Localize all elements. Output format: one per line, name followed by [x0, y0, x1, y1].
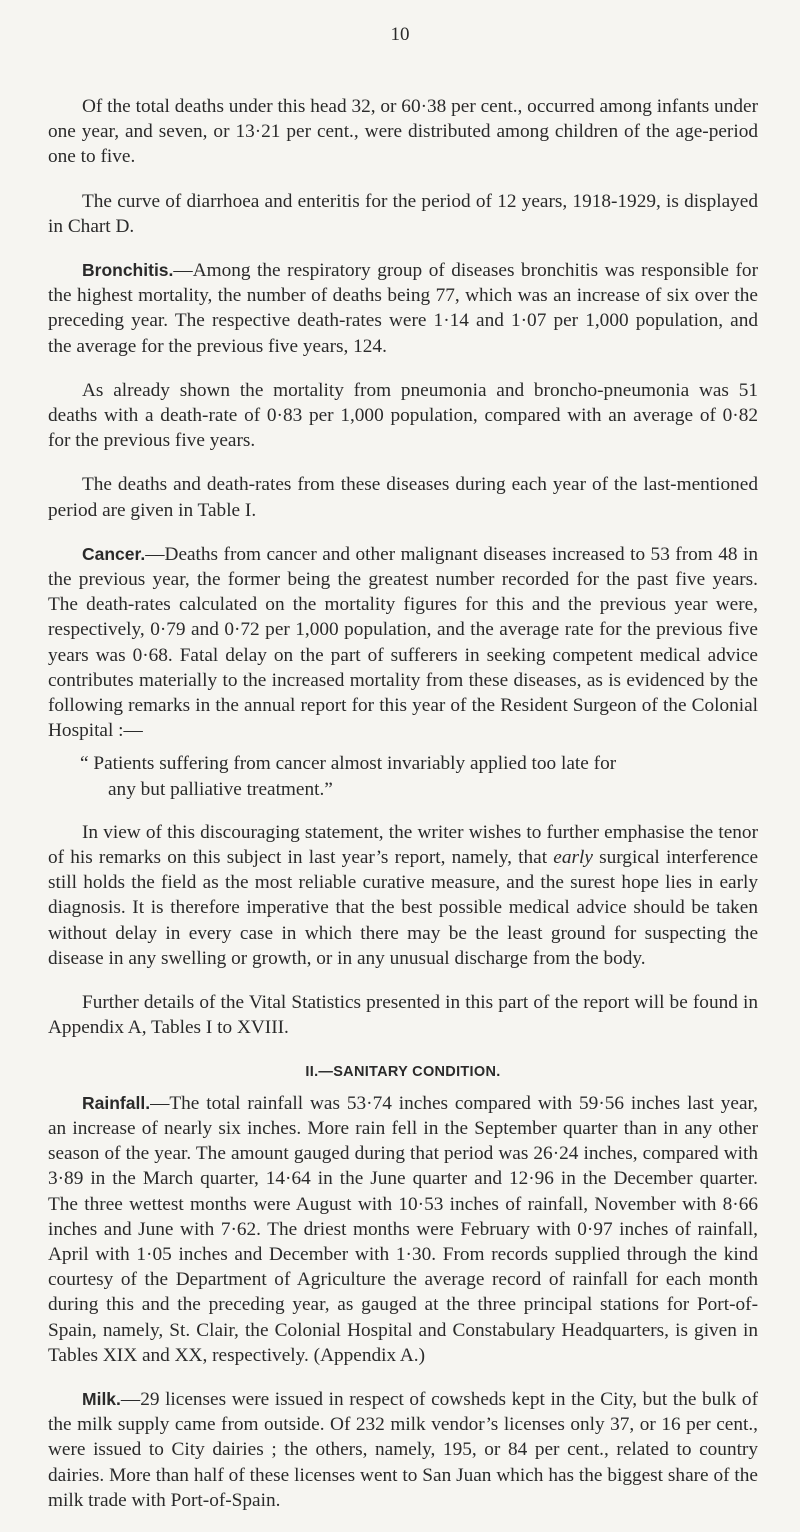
- paragraph-milk: [48, 1387, 758, 1513]
- paragraph-bronchitis: [48, 258, 758, 359]
- quote-line-2: any but palliative treatment.”: [108, 778, 333, 800]
- bronchitis-heading: Bronchitis.: [82, 260, 174, 281]
- cancer-heading: Cancer.: [82, 543, 146, 564]
- quote-line-1: “ Patients suffering from cancer almost invariably applied too late for: [80, 753, 617, 775]
- section-title: II.—SANITARY CONDITION.: [305, 1063, 501, 1080]
- paragraph-pneumonia: As already shown the mortality from pneumonia and broncho-pneumonia was 51 deaths with a death-rate of 0·83 per 1,000 population, compared with an average of 0·82 for the previous five years.: [48, 379, 758, 452]
- document-body: [48, 94, 758, 1532]
- paragraph-diarrhoea-chart: The curve of diarrhoea and enteritis for the period of 12 years, 1918-1929, is displayed in Chart D.: [48, 190, 758, 237]
- paragraph-table-reference: The deaths and death-rates from these diseases during each year of the last-mentioned period are given in Table I.: [48, 474, 758, 521]
- milk-heading: Milk.: [82, 1388, 121, 1409]
- cancer-text: —Deaths from cancer and other malignant diseases increased to 53 from 48 in the previous year, the former being the greatest number recorded for the past five years. The death-rates calculated on the mortality figures for this and the previous year were, respectively, 0·79 and 0·72 per 1,000 population, and the average rate for the previous five years was 0·68. Fatal delay on the part of sufferers in seeking competent medical advice contributes materially to the increased mortality from these diseases, as is evidenced by the following remarks in the annual report for this year of the Resident Surgeon of the Colonial Hospital :—: [48, 543, 758, 742]
- milk-text: —29 licenses were issued in respect of cowsheds kept in the City, but the bulk of the milk supply came from outside. Of 232 milk vendor’s licenses only 37, or 16 per cent., were issued to City dairies ; the others, namely, 195, or 84 per cent., related to country dairies. More than half of these licenses went to San Juan which has the biggest share of the milk trade with Port-of-Spain.: [48, 1388, 758, 1511]
- paragraph-rainfall: [48, 1091, 758, 1368]
- paragraph-appendix-reference: Further details of the Vital Statistics presented in this part of the report will be found in Appendix A, Tables I to XVIII.: [48, 992, 758, 1039]
- paragraph-cancer: [48, 542, 758, 744]
- early-emphasis: early: [553, 847, 593, 869]
- rainfall-heading: Rainfall.: [82, 1092, 151, 1113]
- rainfall-text: —The total rainfall was 53·74 inches compared with 59·56 inches last year, an increase of nearly six inches. More rain fell in the September quarter than in any other season of the year. The amount gauged during that period was 26·24 inches, compared with 3·89 in the March quarter, 14·64 in the June quarter and 12·96 in the December quarter. The three wettest months were August with 10·53 inches of rainfall, November with 8·66 inches and June with 7·62. The driest months were February with 0·97 inches of rainfall, April with 1·05 inches and December with 1·30. From records supplied through the kind courtesy of the Department of Agriculture the average record of rainfall for each month during this and the preceding year, as gauged at the three principal stations for Port-of-Spain, namely, St. Clair, the Colonial Hospital and Constabulary Headquarters, is given in Tables XIX and XX, respectively. (Appendix A.): [48, 1092, 758, 1366]
- bronchitis-text: —Among the respiratory group of diseases bronchitis was responsible for the highest mortality, the number of deaths being 77, which was an increase of six over the preceding year. The respective death-rates were 1·14 and 1·07 per 1,000 population, and the average for the previous five years, 124.: [48, 260, 758, 357]
- surgeon-quote: [48, 751, 758, 801]
- paragraph-early-surgery: [48, 820, 758, 971]
- early-surgery-text-a: In view of this discouraging statement, the writer wishes to further emphasise the tenor of his remarks on this subject in last year’s report, namely, that: [48, 821, 758, 869]
- page-number: 10: [390, 24, 410, 45]
- early-surgery-text-b: surgical interference still holds the field as the most reliable curative measure, and the surest hope lies in early diagnosis. It is therefore imperative that the best possible medical advice should be taken without delay in every case in which there may be the least ground for suspecting the disease in any swelling or growth, or in any unusual discharge from the body.: [48, 847, 759, 969]
- paragraph-infant-deaths: Of the total deaths under this head 32, or 60·38 per cent., occurred among infants under one year, and seven, or 13·21 per cent., were distributed among children of the age-period one to five.: [48, 96, 758, 168]
